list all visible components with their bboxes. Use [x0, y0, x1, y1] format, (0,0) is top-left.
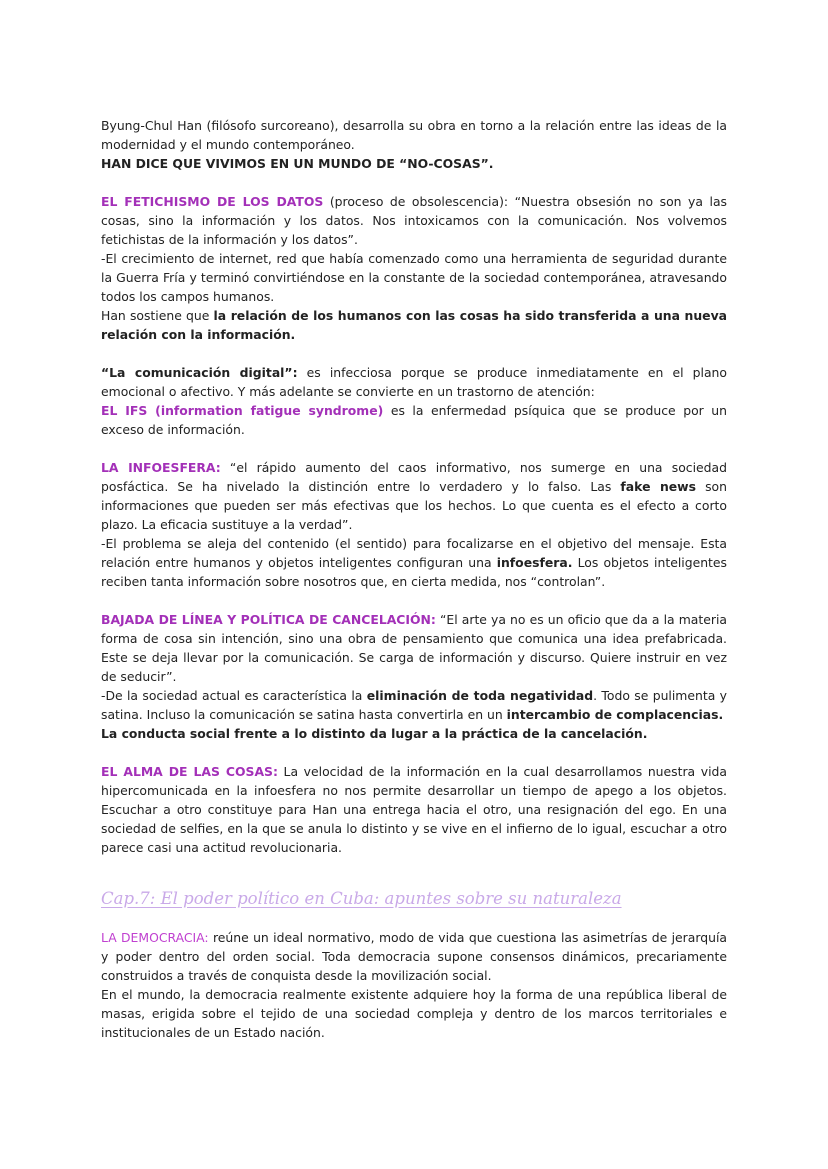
ifs-heading: EL IFS (information fatigue syndrome)	[101, 403, 384, 418]
bajada-paragraph: BAJADA DE LÍNEA Y POLÍTICA DE CANCELACIÓN: “El arte ya no es un oficio que da a la materia forma de cosa sin intención, sino una obra de pensamiento que comunica una idea prefabricada. Este se deja llevar por la comunicación. Se carga de información y discurso. Quiere instruir en vez de seducir”.	[101, 612, 727, 684]
comunicacion-heading: “La comunicación digital”:	[101, 365, 298, 380]
alma-heading: EL ALMA DE LAS COSAS:	[101, 764, 278, 779]
democracia-paragraph: LA DEMOCRACIA: reúne un ideal normativo, modo de vida que cuestiona las asimetrías de jerarquía y poder dentro del orden social. Toda democracia supone consensos dinámicos, precariamente construidos a través de conquista desde la movilización social.	[101, 930, 728, 983]
bajada-sociedad-paragraph: -De la sociedad actual es característica la eliminación de toda negatividad. Todo se pulimenta y satina. Incluso la comunicación se satina hasta convertirla en un intercambio de complacencias.	[101, 688, 727, 722]
chapter-heading	[101, 876, 727, 920]
fetichismo-heading: EL FETICHISMO DE LOS DATOS	[101, 194, 324, 209]
ifs-paragraph: EL IFS (information fatigue syndrome) es la enfermedad psíquica que se produce por un exceso de información.	[101, 403, 727, 437]
bajada-heading: BAJADA DE LÍNEA Y POLÍTICA DE CANCELACIÓN:	[101, 612, 436, 627]
document-page	[101, 116, 727, 1042]
democracia-mundo-paragraph: En el mundo, la democracia realmente existente adquiere hoy la forma de una república liberal de masas, erigida sobre el tejido de una sociedad compleja y dentro de los marcos territoriales e institucionales de un Estado nación.	[101, 987, 727, 1040]
fetichismo-paragraph: EL FETICHISMO DE LOS DATOS (proceso de obsolescencia): “Nuestra obsesión no son ya las cosas, sino la información y los datos. Nos intoxicamos con la comunicación. Nos volvemos fetichistas de la información y los datos”.	[101, 194, 727, 247]
fetichismo-internet-paragraph: -El crecimiento de internet, red que había comenzado como una herramienta de seguridad durante la Guerra Fría y terminó convirtiéndose en la constante de la sociedad contemporánea, atravesando todos los campos humanos.	[101, 251, 727, 304]
bajada-conducta-paragraph: La conducta social frente a lo distinto da lugar a la práctica de la cancelación.	[101, 726, 648, 741]
infoesfera-heading: LA INFOESFERA:	[101, 460, 221, 475]
infoesfera-problema-paragraph: -El problema se aleja del contenido (el sentido) para focalizarse en el objetivo del mensaje. Esta relación entre humanos y objetos inteligentes configuran una infoesfera. Los objetos inteligentes reciben tanta información sobre nosotros que, en cierta medida, nos “controlan”.	[101, 536, 727, 589]
fetichismo-han-paragraph: Han sostiene que la relación de los humanos con las cosas ha sido transferida a una nueva relación con la información.	[101, 308, 728, 342]
democracia-heading: LA DEMOCRACIA:	[101, 930, 209, 945]
intro-paragraph: Byung-Chul Han (filósofo surcoreano), desarrolla su obra en torno a la relación entre las ideas de la modernidad y el mundo contemporáneo.	[101, 118, 727, 152]
infoesfera-paragraph: LA INFOESFERA: “el rápido aumento del caos informativo, nos sumerge en una sociedad posfáctica. Se ha nivelado la distinción entre lo verdadero y lo falso. Las fake news son informaciones que pueden ser más efectivas que los hechos. Lo que cuenta es el efecto a corto plazo. La eficacia sustituye a la verdad”.	[101, 460, 727, 532]
chapter-title: Cap.7: El poder político en Cuba: apuntes sobre su naturaleza	[101, 888, 622, 908]
alma-paragraph: EL ALMA DE LAS COSAS: La velocidad de la información en la cual desarrollamos nuestra vida hipercomunicada en la infoesfera no nos permite desarrollar un tiempo de apego a los objetos. Escuchar a otro constituye para Han una entrega hacia el otro, una resignación del ego. En una sociedad de selfies, en la que se anula lo distinto y se vive en el infierno de lo igual, escuchar a otro parece casi una actitud revolucionaria.	[101, 764, 727, 855]
comunicacion-paragraph: “La comunicación digital”: es infecciosa porque se produce inmediatamente en el plano emocional o afectivo. Y más adelante se convierte en un trastorno de atención:	[101, 365, 727, 399]
intro-headline: HAN DICE QUE VIVIMOS EN UN MUNDO DE “NO-COSAS”.	[101, 156, 494, 171]
